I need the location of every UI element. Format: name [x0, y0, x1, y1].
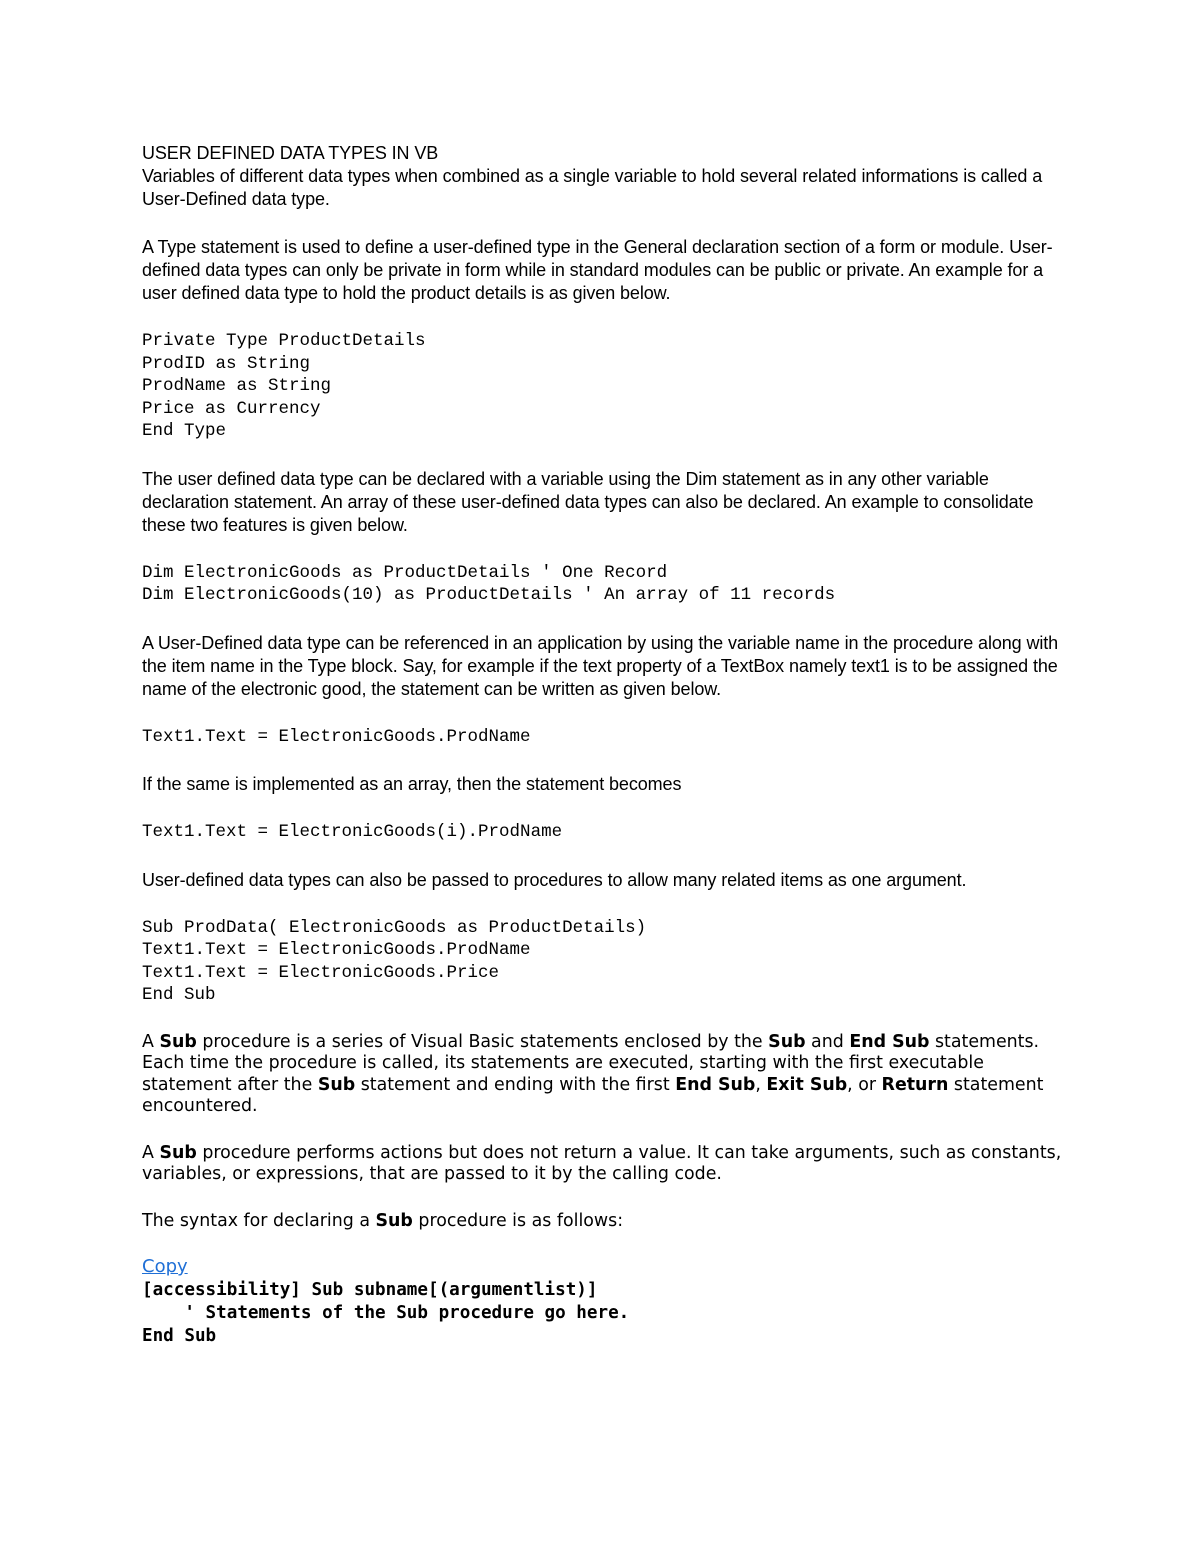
type-statement-paragraph: A Type statement is used to define a user-defined type in the General declaration section of a form or module. User-defined data types can only be private in form while in standard modules can be public or private. An example for a user defined data type to hold the product details is as given below.: [142, 237, 1053, 303]
keyword-return: Return: [881, 1074, 949, 1095]
code-line: Dim ElectronicGoods as ProductDetails ' One Record: [142, 562, 668, 583]
dim-paragraph: The user defined data type can be declared with a variable using the Dim statement as in any other variable declaration statement. An array of these user-defined data types can also be declared. An example to consolidate these two features is given below.: [142, 468, 1034, 535]
code-line: Text1.Text = ElectronicGoods.ProdName: [142, 940, 531, 960]
sub-code-block: [142, 917, 1072, 1007]
passed-paragraph: User-defined data types can also be passed to procedures to allow many related items as one argument.: [142, 869, 967, 890]
code-line: Sub ProdData( ElectronicGoods as ProductDetails): [142, 917, 647, 938]
keyword-end-sub: End Sub: [849, 1031, 930, 1052]
text-run: The syntax for declaring a: [142, 1210, 376, 1231]
code-line: Price as Currency: [142, 398, 321, 419]
sub-procedure-paragraph: [142, 1032, 1072, 1118]
reference-code-line: Text1.Text = ElectronicGoods.ProdName: [142, 726, 531, 747]
keyword-sub: Sub: [317, 1074, 356, 1095]
keyword-sub: Sub: [159, 1031, 197, 1052]
dim-code-block: [142, 562, 1072, 607]
code-line: Text1.Text = ElectronicGoods.Price: [142, 962, 500, 983]
text-run: ,: [755, 1074, 767, 1095]
type-code-block: [142, 330, 1072, 443]
code-line: Dim ElectronicGoods(10) as ProductDetails ' An array of 11 records: [142, 585, 836, 605]
array-code-line: Text1.Text = ElectronicGoods(i).ProdName: [142, 822, 563, 842]
code-line: ProdID as String: [142, 353, 311, 374]
keyword-sub: Sub: [768, 1031, 806, 1052]
keyword-sub: Sub: [159, 1142, 197, 1163]
syntax-line: ' Statements of the Sub procedure go here.: [142, 1303, 630, 1323]
syntax-code-block: [142, 1279, 1072, 1348]
text-run: and: [805, 1031, 850, 1052]
text-run: procedure is as follows:: [412, 1210, 624, 1231]
document-title: USER DEFINED DATA TYPES IN VB: [142, 143, 439, 163]
keyword-end-sub: End Sub: [675, 1074, 756, 1095]
text-run: procedure is a series of Visual Basic statements enclosed by the: [196, 1031, 769, 1052]
array-paragraph: If the same is implemented as an array, then the statement becomes: [142, 774, 682, 794]
code-line: Private Type ProductDetails: [142, 331, 426, 351]
code-line: End Type: [142, 421, 227, 441]
document-page: [142, 142, 1072, 1348]
keyword-sub: Sub: [375, 1210, 413, 1231]
syntax-line: [accessibility] Sub subname[(argumentlist)]: [142, 1280, 598, 1300]
code-line: ProdName as String: [142, 376, 332, 396]
reference-paragraph: A User-Defined data type can be referenced in an application by using the variable name in the procedure along with the item name in the Type block. Say, for example if the text property of a TextBox namely text1 is to be assigned the name of the electronic good, the statement can be written as given below.: [142, 632, 1059, 699]
text-run: A: [142, 1142, 160, 1163]
syntax-intro-paragraph: [142, 1211, 1072, 1233]
code-line: End Sub: [142, 985, 216, 1005]
keyword-exit-sub: Exit Sub: [766, 1074, 848, 1095]
sub-actions-paragraph: [142, 1143, 1072, 1186]
intro-paragraph: Variables of different data types when combined as a single variable to hold several related informations is called a User-Defined data type.: [142, 166, 1043, 209]
text-run: procedure performs actions but does not return a value. It can take arguments, such as constants, variables, or expressions, that are passed to it by the calling code.: [142, 1142, 1062, 1184]
syntax-line: End Sub: [142, 1326, 217, 1346]
text-run: statement encountered.: [142, 1074, 1044, 1116]
text-run: statement and ending with the first: [355, 1074, 676, 1095]
text-run: , or: [847, 1074, 882, 1095]
text-run: statements. Each time the procedure is called, its statements are executed, starting with the first executable statement after the: [142, 1031, 1040, 1095]
text-run: A: [142, 1031, 160, 1052]
copy-link[interactable]: Copy: [142, 1256, 188, 1277]
